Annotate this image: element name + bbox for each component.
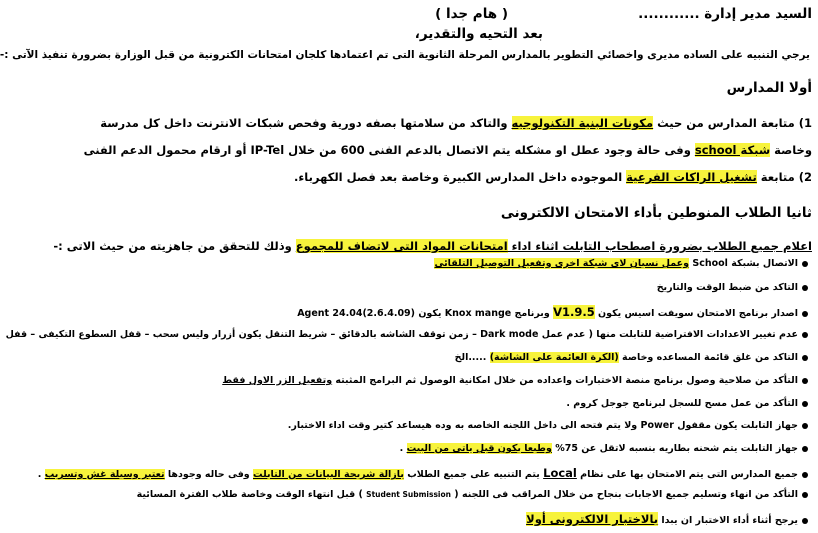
bullet-battery: جهاز التابلت يتم شحنه بطاريه بنسبه لاتقل عن 75% وطبعا يكون قبل ياتى من البيت . (98, 443, 818, 459)
intro-paragraph: يرجي التنبيه على الساده مديرى واخصائي التطوير بالمدارس المرحلة الثانوية التى تم اعتمادها كلجان امتحانات الكترونية من قبل الوزارة بضرورة تنفيذ الآتى :- (0, 49, 810, 61)
bullet-icon (802, 472, 808, 478)
highlight-school-network: school (694, 143, 741, 157)
section1-item1-cont: وخاصة شبكة school وفى حالة وجود عطل او مشكله يتم الاتصال بالدعم الفنى 600 من خلال IP-Tel أو ارقام محمول الدعم الفنى (83, 143, 812, 157)
bullet-settings: عدم تغيير الاعدادات الافتراضية للتابلت منها ( عدم عمل Dark mode – زمن توقف الشاشه بالدقائق – شريط التنقل يكون أزرار وليس سحب – قفل السطوع التكيفى – قفل (98, 329, 818, 345)
bullet-icon (802, 355, 808, 361)
bullet-time: التاكد من ضبط الوقت والتاريخ (98, 282, 818, 298)
bullet-icon (802, 261, 808, 267)
highlight-infrastructure: مكونات البنية التكنولوجيه (511, 116, 654, 130)
bullet-icon (802, 518, 808, 524)
header-importance: ( هام جدا ) (435, 6, 508, 22)
bullet-icon (802, 378, 808, 384)
bullet-settings-cont: التاكد من غلق قائمة المساعده وخاصة (الكرة العائمة على الشاشة) .....الخ (98, 352, 818, 368)
section1-item1: 1) متابعة المدارس من حيث مكونات البنية التكنولوجيه والتاكد من سلامتها بصفه دورية وفحص شبكات الانترنت داخل كل مدرسة (100, 116, 812, 130)
section2-heading: ثانيا الطلاب المنوطين بأداء الامتحان الالكترونى (500, 205, 812, 221)
bullet-icon (802, 311, 808, 317)
bullet-icon (802, 446, 808, 452)
bullet-order: يرجح أثناء أداء الاختبار ان يبدا بالاختبار الالكترونى أولا (98, 512, 818, 530)
section1-heading: أولا المدارس (726, 80, 812, 96)
section2-intro: اعلام جميع الطلاب بضرورة اصطحاب التابلت اثناء اداء امتحانات المواد التى لاتضاف للمجموع وذلك للتحقق من جاهزيته من حيث الاتى :- (53, 239, 812, 253)
bullet-submission: التأكد من انهاء وتسليم جميع الاجابات بنجاح من خلال المراقب فى اللجنه ( Student Submission ) قبل انتهاء الوقت وخاصة طلاب الفترة المسائية (98, 489, 818, 505)
bullet-icon (802, 332, 808, 338)
highlight-non-scored-exams: امتحانات المواد التى لاتضاف للمجموع (295, 239, 508, 253)
bullet-icon (802, 285, 808, 291)
greeting: بعد التحيه والتقدير، (414, 26, 543, 42)
bullet-power: جهاز التابلت يكون مقفول Power ولا يتم فتحه الى داخل اللجنه الخاصه به وده هيساعد كتير وقت اداء الاختبار. (98, 420, 818, 436)
header-title: السيد مدير إدارة ............ (638, 6, 812, 22)
bullet-icon (802, 492, 808, 498)
bullet-icon (802, 423, 808, 429)
bullet-version: اصدار برنامج الامتحان سويفت اسيس يكون V1.9.5 وبرنامج Knox mange يكون Agent 24.04(2.6.4.09) (98, 305, 818, 321)
bullet-icon (802, 401, 808, 407)
bullet-access: التأكد من صلاحية وصول برنامج منصة الاختبارات واعداده من خلال امكانية الوصول ثم البرامج المثبته وتفعيل الزر الاول فقط (98, 375, 818, 391)
highlight-racks: تشغيل الراكات الفرعية (626, 170, 757, 184)
header-row (98, 6, 818, 26)
bullet-chrome: التأكد من عمل مسح للسجل لبرنامج جوجل كروم . (98, 398, 818, 414)
section1-item2: 2) متابعة تشغيل الراكات الفرعية الموجوده داخل المدارس الكبيرة وخاصة بعد فصل الكهرباء. (294, 170, 812, 184)
bullet-network: الاتصال بشبكة School وعمل نسيان لاى شبكة اخرى وتفعيل التوصيل التلقائى (98, 258, 818, 274)
bullet-sim: جميع المدارس التى يتم الامتحان بها على نظام Local يتم التنبيه على جميع الطلاب بازالة شريحة البيانات من التابلت وفى حاله وجودها تعتبر وسيلة غش وتسريب . (98, 466, 818, 482)
